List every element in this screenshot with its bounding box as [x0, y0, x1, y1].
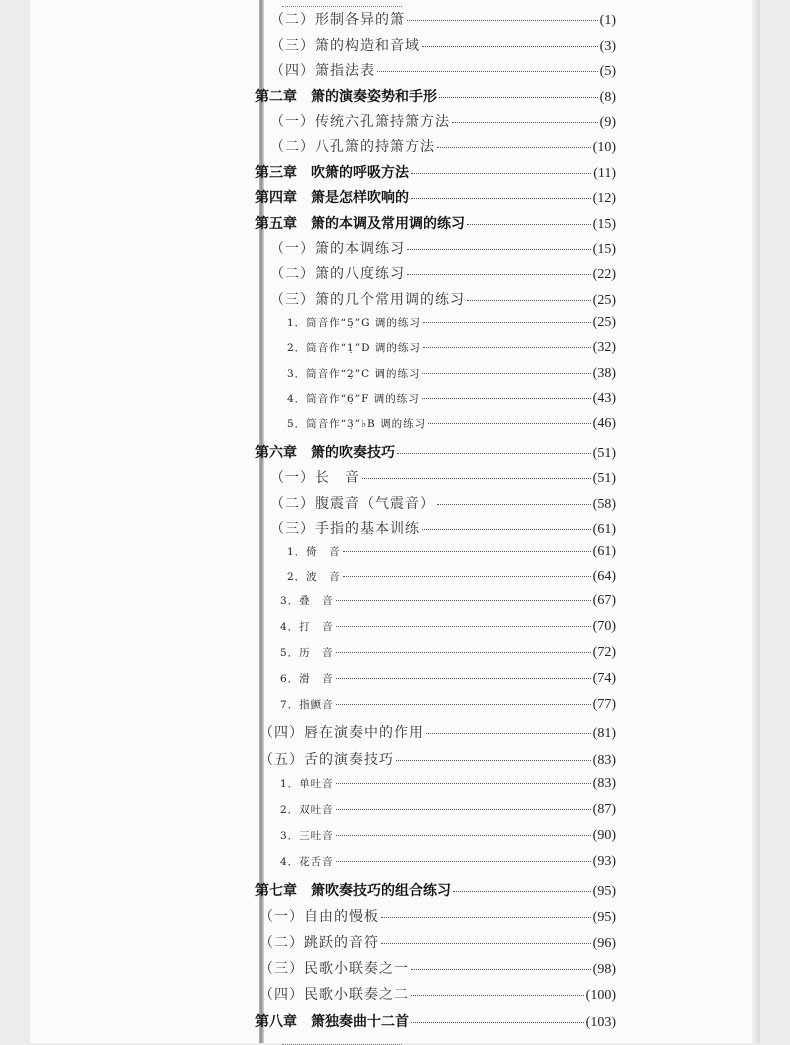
toc-entry-title: （二）跳跃的音符	[259, 935, 379, 951]
leader-dots	[411, 198, 591, 199]
leader-dots	[336, 783, 591, 784]
toc-page-number: (72)	[592, 645, 616, 660]
leader-dots	[426, 733, 591, 734]
toc-entry-title: （二）箫的八度练习	[270, 266, 405, 282]
toc-page-number: (22)	[592, 267, 616, 282]
leader-dots	[336, 652, 591, 653]
toc-entry-title: 第四章 箫是怎样吹响的	[255, 190, 409, 206]
leader-dots	[407, 274, 591, 275]
toc-entry	[270, 9, 616, 29]
toc-page-number: (15)	[592, 217, 616, 232]
leader-dots	[411, 1022, 584, 1023]
toc-page-number: (3)	[599, 39, 616, 54]
toc-page-number: (46)	[592, 416, 616, 431]
toc-entry-title: 第三章 吹箫的呼吸方法	[255, 165, 409, 181]
toc-entry-title: 2．筒音作“1̣”D 调的练习	[287, 342, 421, 354]
toc-entry-title: 4．筒音作“6̣”F 调的练习	[287, 393, 420, 405]
leader-dots	[336, 678, 591, 679]
toc-page-number: (38)	[592, 366, 616, 381]
toc-entry	[259, 958, 616, 978]
toc-entry	[287, 416, 616, 432]
leader-dots	[336, 626, 591, 627]
toc-page-number: (51)	[592, 471, 616, 486]
toc-page-number: (90)	[592, 828, 616, 843]
leader-dots	[377, 71, 598, 72]
toc-entry	[280, 619, 616, 635]
toc-page-number: (15)	[592, 242, 616, 257]
toc-entry-title: （三）民歌小联奏之一	[259, 961, 409, 977]
toc-entry	[255, 442, 616, 462]
leader-dots	[407, 20, 598, 21]
toc-entry	[287, 569, 616, 585]
toc-page-number: (51)	[592, 446, 616, 461]
toc-entry-title: （四）唇在演奏中的作用	[259, 725, 424, 741]
toc-page-number: (100)	[585, 988, 616, 1003]
toc-page-number: (93)	[592, 854, 616, 869]
toc-page-number: (67)	[592, 593, 616, 608]
leader-dots	[439, 97, 598, 98]
toc-entry	[270, 289, 616, 309]
toc-entry-title: 5．历 音	[280, 647, 334, 659]
toc-entry	[270, 263, 616, 283]
toc-entry	[255, 162, 616, 182]
toc-entry-title: （二）形制各异的箫	[270, 12, 405, 28]
leader-dots	[411, 995, 584, 996]
toc-entry-title: 1．倚 音	[287, 546, 341, 558]
leader-dots	[343, 576, 591, 577]
toc-entry-title: （一）自由的慢板	[259, 909, 379, 925]
leader-dots	[381, 943, 591, 944]
toc-entry	[270, 518, 616, 538]
toc-page-number: (83)	[592, 776, 616, 791]
leader-dots	[467, 224, 591, 225]
toc-entry-title: （四）箫指法表	[270, 63, 375, 79]
toc-entry	[255, 1011, 616, 1031]
toc-entry-title: （三）手指的基本训练	[270, 521, 420, 537]
toc-page-number: (98)	[592, 962, 616, 977]
toc-entry-title: 4．打 音	[280, 621, 334, 633]
toc-page-number: (9)	[599, 115, 616, 130]
toc-page-number: (103)	[585, 1015, 616, 1030]
toc-entry	[259, 722, 616, 742]
leader-dots	[422, 46, 598, 47]
toc-page-number: (61)	[592, 544, 616, 559]
toc-entry-title: 1．单吐音	[280, 778, 334, 790]
toc-entry	[270, 238, 616, 258]
toc-entry	[270, 467, 616, 487]
toc-page-number: (12)	[592, 191, 616, 206]
leader-dots	[336, 704, 591, 705]
leader-dots	[437, 147, 591, 148]
toc-entry	[280, 645, 616, 661]
leader-dots	[396, 760, 591, 761]
toc-entry	[270, 493, 616, 513]
leader-dots	[362, 478, 591, 479]
toc-page-number: (1)	[599, 13, 616, 28]
toc-entry-title: （四）民歌小联奏之二	[259, 987, 409, 1003]
toc-entry	[287, 315, 616, 331]
toc-entry	[255, 213, 616, 233]
toc-page-number: (74)	[592, 671, 616, 686]
toc-entry-title: （三）箫的构造和音域	[270, 38, 420, 54]
toc-entry-title: 第六章 箫的吹奏技巧	[255, 445, 395, 461]
toc-entry-title: （一）传统六孔箫持箫方法	[270, 114, 450, 130]
toc-page-number: (95)	[592, 884, 616, 899]
toc-page-number: (64)	[592, 569, 616, 584]
leader-dots	[453, 891, 591, 892]
toc-entry	[255, 187, 616, 207]
toc-entry-title: （一）箫的本调练习	[270, 241, 405, 257]
toc-entry-title: （一）长 音	[270, 470, 360, 486]
toc-page-number: (70)	[592, 619, 616, 634]
toc-entry-title: （三）箫的几个常用调的练习	[270, 292, 465, 308]
toc-entry	[280, 802, 616, 818]
leader-dots	[397, 453, 591, 454]
toc-page-number: (5)	[599, 64, 616, 79]
toc-entry	[255, 86, 616, 106]
toc-entry	[259, 932, 616, 952]
toc-entry-title: 第七章 箫吹奏技巧的组合练习	[255, 883, 451, 899]
toc-page-number: (10)	[592, 140, 616, 155]
toc-entry	[287, 391, 616, 407]
toc-entry-title: 3．三吐音	[280, 830, 334, 842]
leader-dots	[336, 835, 591, 836]
toc-page-number: (25)	[592, 315, 616, 330]
toc-page-number: (11)	[593, 166, 616, 181]
leader-dots	[422, 373, 590, 374]
toc-entry	[255, 880, 616, 900]
toc-page-number: (77)	[592, 697, 616, 712]
toc-entry-title: 4．花舌音	[280, 856, 334, 868]
toc-page-number: (83)	[592, 753, 616, 768]
toc-entry	[287, 340, 616, 356]
leader-dots	[467, 300, 591, 301]
toc-page-number: (81)	[592, 726, 616, 741]
toc-entry-title: 2．波 音	[287, 571, 341, 583]
leader-dots	[437, 504, 591, 505]
toc-entry	[259, 749, 616, 769]
toc-page-number: (32)	[592, 340, 616, 355]
toc-entry-title: 7．指颤音	[280, 699, 334, 711]
leader-dots	[423, 322, 591, 323]
leader-dots	[411, 969, 591, 970]
leader-dots	[423, 347, 591, 348]
toc-page-number: (58)	[592, 497, 616, 512]
toc-entry-title: 第八章 箫独奏曲十二首	[255, 1014, 409, 1030]
toc-entry	[280, 671, 616, 687]
toc-entry	[280, 697, 616, 713]
toc-entry-title: 3．叠 音	[280, 595, 334, 607]
leader-dots	[411, 173, 591, 174]
toc-entry-title: 第五章 箫的本调及常用调的练习	[255, 216, 465, 232]
toc-entry	[287, 366, 616, 382]
toc-entry-title: 1．筒音作“5̣”G 调的练习	[287, 317, 421, 329]
toc-entry	[259, 906, 616, 926]
toc-entry	[270, 35, 616, 55]
toc-entry-title: （五）舌的演奏技巧	[259, 752, 394, 768]
toc-entry	[280, 828, 616, 844]
toc-page-number: (43)	[592, 391, 616, 406]
toc-entry-title: 5．筒音作“3̣”♭B 调的练习	[287, 418, 427, 430]
toc-entry	[270, 60, 616, 80]
toc-entry-title: （二）八孔箫的持箫方法	[270, 139, 435, 155]
leader-dots	[336, 861, 591, 862]
toc-page-number: (87)	[592, 802, 616, 817]
leader-dots	[343, 551, 591, 552]
leader-dots	[381, 917, 591, 918]
leader-dots	[422, 529, 591, 530]
toc-entry	[270, 111, 616, 131]
toc-entry	[259, 984, 616, 1004]
leader-dots	[428, 423, 591, 424]
toc-entry	[280, 854, 616, 870]
leader-dots	[336, 809, 591, 810]
toc-entry-title: 第二章 箫的演奏姿势和手形	[255, 89, 437, 105]
toc-page-number: (25)	[592, 293, 616, 308]
leader-dots	[422, 398, 591, 399]
toc-entry	[270, 136, 616, 156]
leader-dots	[452, 122, 598, 123]
leader-dots	[407, 249, 591, 250]
toc-entry-title: 6．滑 音	[280, 673, 334, 685]
toc-page-number: (8)	[599, 90, 616, 105]
toc-page-number: (95)	[592, 910, 616, 925]
toc-entry-title: （二）腹震音（气震音）	[270, 496, 435, 512]
toc-entry	[280, 593, 616, 609]
toc-entry-title: 3．筒音作“2̣”C 调的练习	[287, 368, 421, 380]
toc-entry-title: 2．双吐音	[280, 804, 334, 816]
toc-entry	[280, 776, 616, 792]
leader-dots	[336, 600, 591, 601]
toc-page-number: (96)	[592, 936, 616, 951]
toc-page-number: (61)	[592, 522, 616, 537]
toc-entry	[287, 544, 616, 560]
